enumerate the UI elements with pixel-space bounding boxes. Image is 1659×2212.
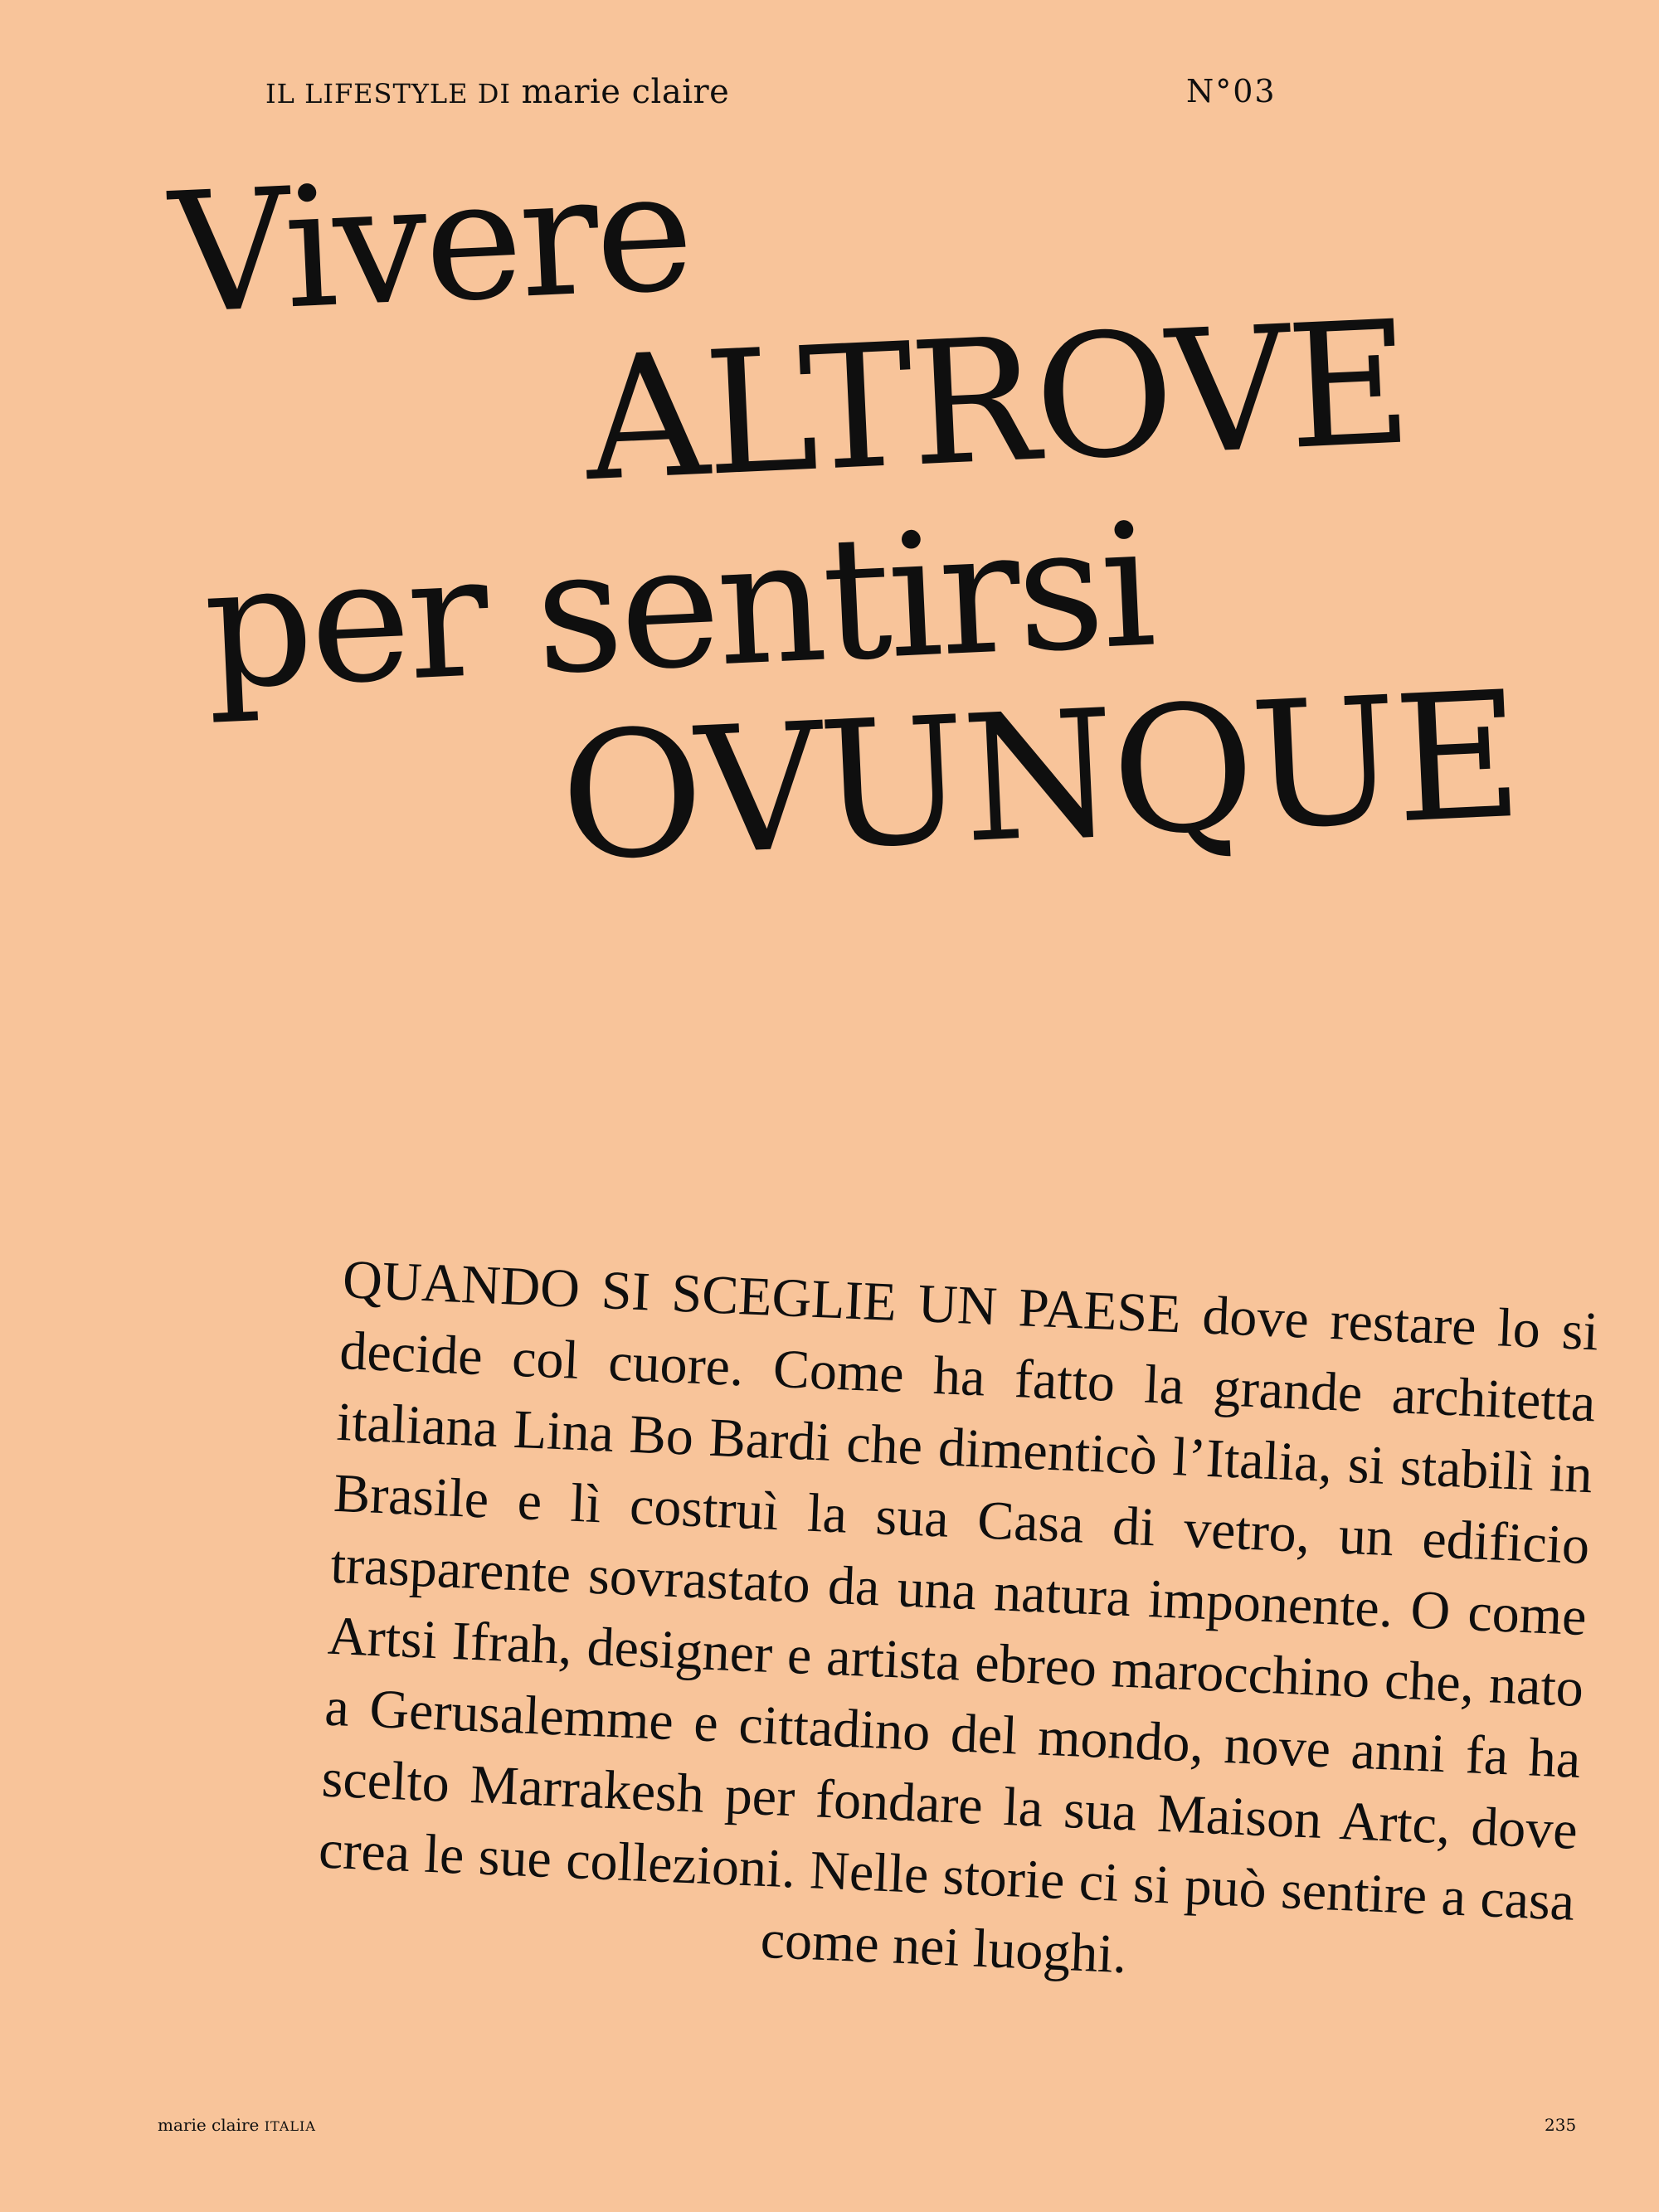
headline-line-4: OVUNQUE bbox=[556, 653, 1523, 901]
headline-line-3: per sentirsi bbox=[200, 487, 1156, 728]
magazine-brand: marie claire bbox=[521, 73, 730, 111]
running-head bbox=[265, 73, 729, 111]
issue-number: N°03 bbox=[1186, 73, 1277, 109]
section-kicker: IL LIFESTYLE DI bbox=[265, 78, 511, 109]
headline bbox=[0, 74, 1659, 901]
headline-line-1: Vivere bbox=[166, 134, 694, 352]
footer-brand-name: marie claire bbox=[158, 2115, 260, 2135]
intro-paragraph bbox=[314, 1244, 1600, 2010]
footer-brand bbox=[158, 2115, 316, 2135]
headline-line-2: ALTROVE bbox=[581, 284, 1413, 520]
footer-edition: ITALIA bbox=[264, 2118, 316, 2134]
intro-lead: QUANDO SI SCEGLIE UN PAESE bbox=[341, 1248, 1183, 1345]
page-number: 235 bbox=[1545, 2115, 1577, 2135]
intro-text: dove restare lo si decide col cuore. Come ha fatto la grande architetta italiana Lina Bo Bardi che dimenticò l’Italia, si stabilì in Brasile e lì costruì la sua Casa di vetro, un edificio trasparente sovrastato da una natura imponente. O come Artsi Ifrah, designer e artista ebreo marocchino che, nato a Gerusalemme e cittadino del mondo, nove anni fa ha scelto Marrakesh per fondare la sua Maison Artc, dove crea le sue collezioni. Nelle storie ci si può sentire a casa come nei luoghi. bbox=[317, 1284, 1600, 1986]
